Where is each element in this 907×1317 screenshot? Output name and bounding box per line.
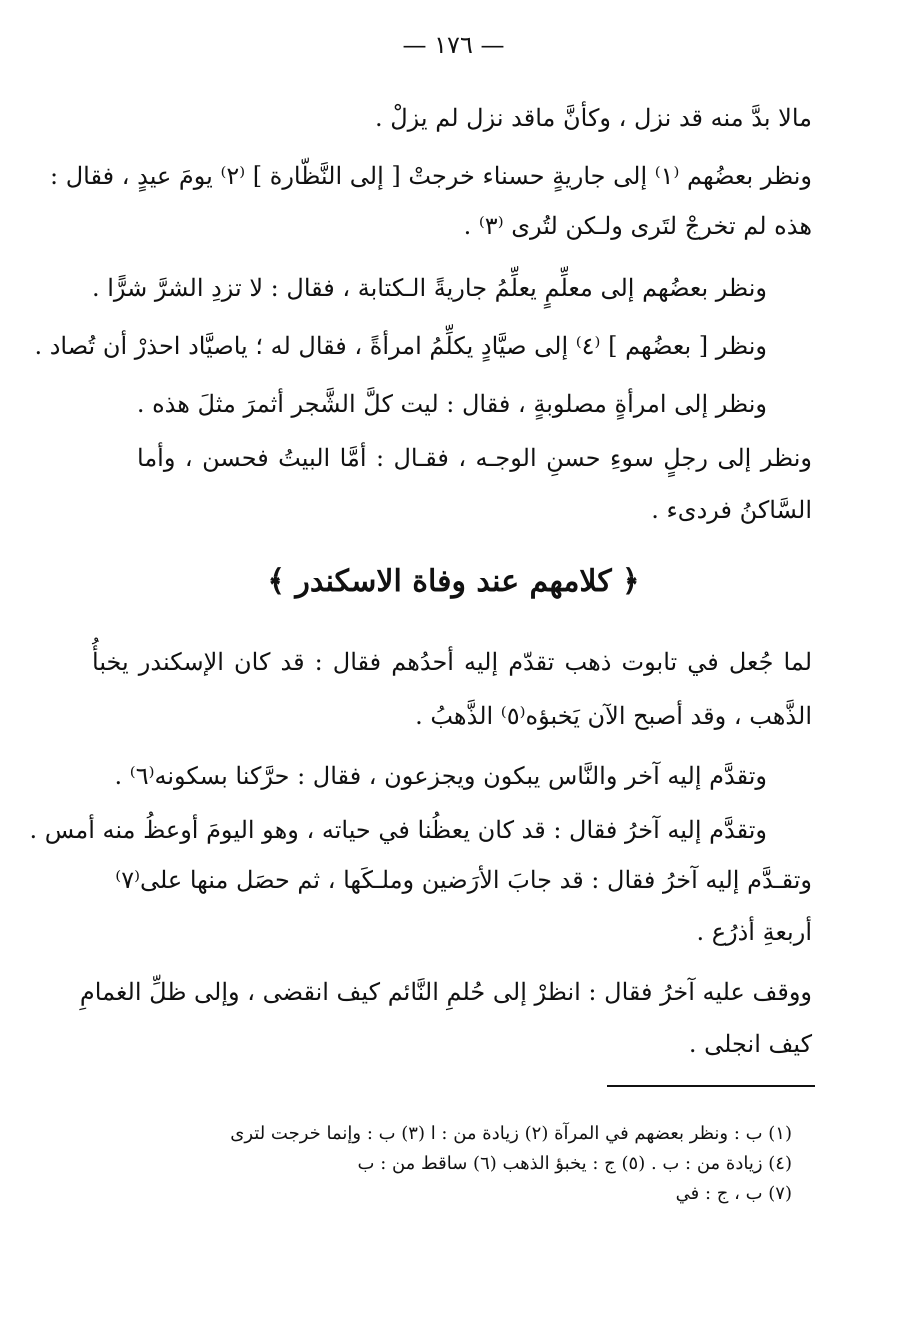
text-line: هذه لم تخرجْ لتَرى ولـكن لتُرى ⁽٣⁾ . <box>463 212 812 240</box>
text-line: وتقدَّم إليه آخر والنَّاس يبكون ويجزعون ، فقال : حرَّكنا بسكونه⁽٦⁾ . <box>114 762 767 790</box>
text-line: أربعةِ أذرُع . <box>696 918 812 946</box>
page-number: — ١٧٦ — <box>402 31 505 59</box>
text-line: ووقف عليه آخرُ فقال : انظرْ إلى حُلمِ النَّائم كيف انقضى ، وإلى ظلِّ الغمامِ <box>79 978 812 1006</box>
text-line: ونظر بعضُهم إلى معلِّمٍ يعلِّمُ جاريةً الـكتابة ، فقال : لا تزدِ الشرَّ شرًّا . <box>91 274 767 302</box>
text-line: مالا بدَّ منه قد نزل ، وكأنَّ ماقد نزل لم يزلْ . <box>374 104 812 132</box>
text-line: ونظر بعضُهم ⁽١⁾ إلى جاريةٍ حسناء خرجتْ [ إلى النَّظّارة ] ⁽٢⁾ يومَ عيدٍ ، فقال : <box>50 162 812 190</box>
text-line: وتقـدَّم إليه آخرُ فقال : قد جابَ الأرَضين وملـكَها ، ثم حصَل منها على⁽٧⁾ <box>115 866 812 894</box>
footnote-line: (٧) ب ، ج : في <box>675 1183 792 1204</box>
section-heading: ﴿ كلامهم عند وفاة الاسكندر ﴾ <box>267 564 640 599</box>
text-line: ونظر إلى رجلٍ سوءِ حسنِ الوجـه ، فقـال : أمَّا البيتُ فحسن ، وأما <box>137 444 812 472</box>
text-line: ونظر [ بعضُهم ] ⁽٤⁾ إلى صيَّادٍ يكلِّمُ امرأةً ، فقال له ؛ ياصيَّاد احذرْ أن تُصاد . <box>34 332 767 360</box>
text-line: السَّاكنُ فردىء . <box>651 496 812 524</box>
text-line: ونظر إلى امرأةٍ مصلوبةٍ ، فقال : ليت كلَّ الشَّجر أثمرَ مثلَ هذه . <box>136 390 767 418</box>
footnote-line: (٤) زيادة من : ب . (٥) ج : يخبؤ الذهب (٦) ساقط من : ب <box>357 1153 792 1174</box>
text-line: وتقدَّم إليه آخرُ فقال : قد كان يعظُنا في حياته ، وهو اليومَ أوعظُ منه أمس . <box>29 816 767 844</box>
text-line: الذَّهب ، وقد أصبح الآن يَخبؤه⁽٥⁾ الذَّهبُ . <box>415 702 812 730</box>
footnote-divider <box>607 1085 815 1087</box>
text-line: لما جُعل في تابوت ذهب تقدّم إليه أحدُهم فقال : قد كان الإسكندر يخبأُ <box>92 648 812 676</box>
text-line: كيف انجلى . <box>688 1030 812 1058</box>
footnote-line: (١) ب : ونظر بعضهم في المرآة (٢) زيادة من : ا (٣) ب : وإنما خرجت لترى <box>230 1123 792 1144</box>
